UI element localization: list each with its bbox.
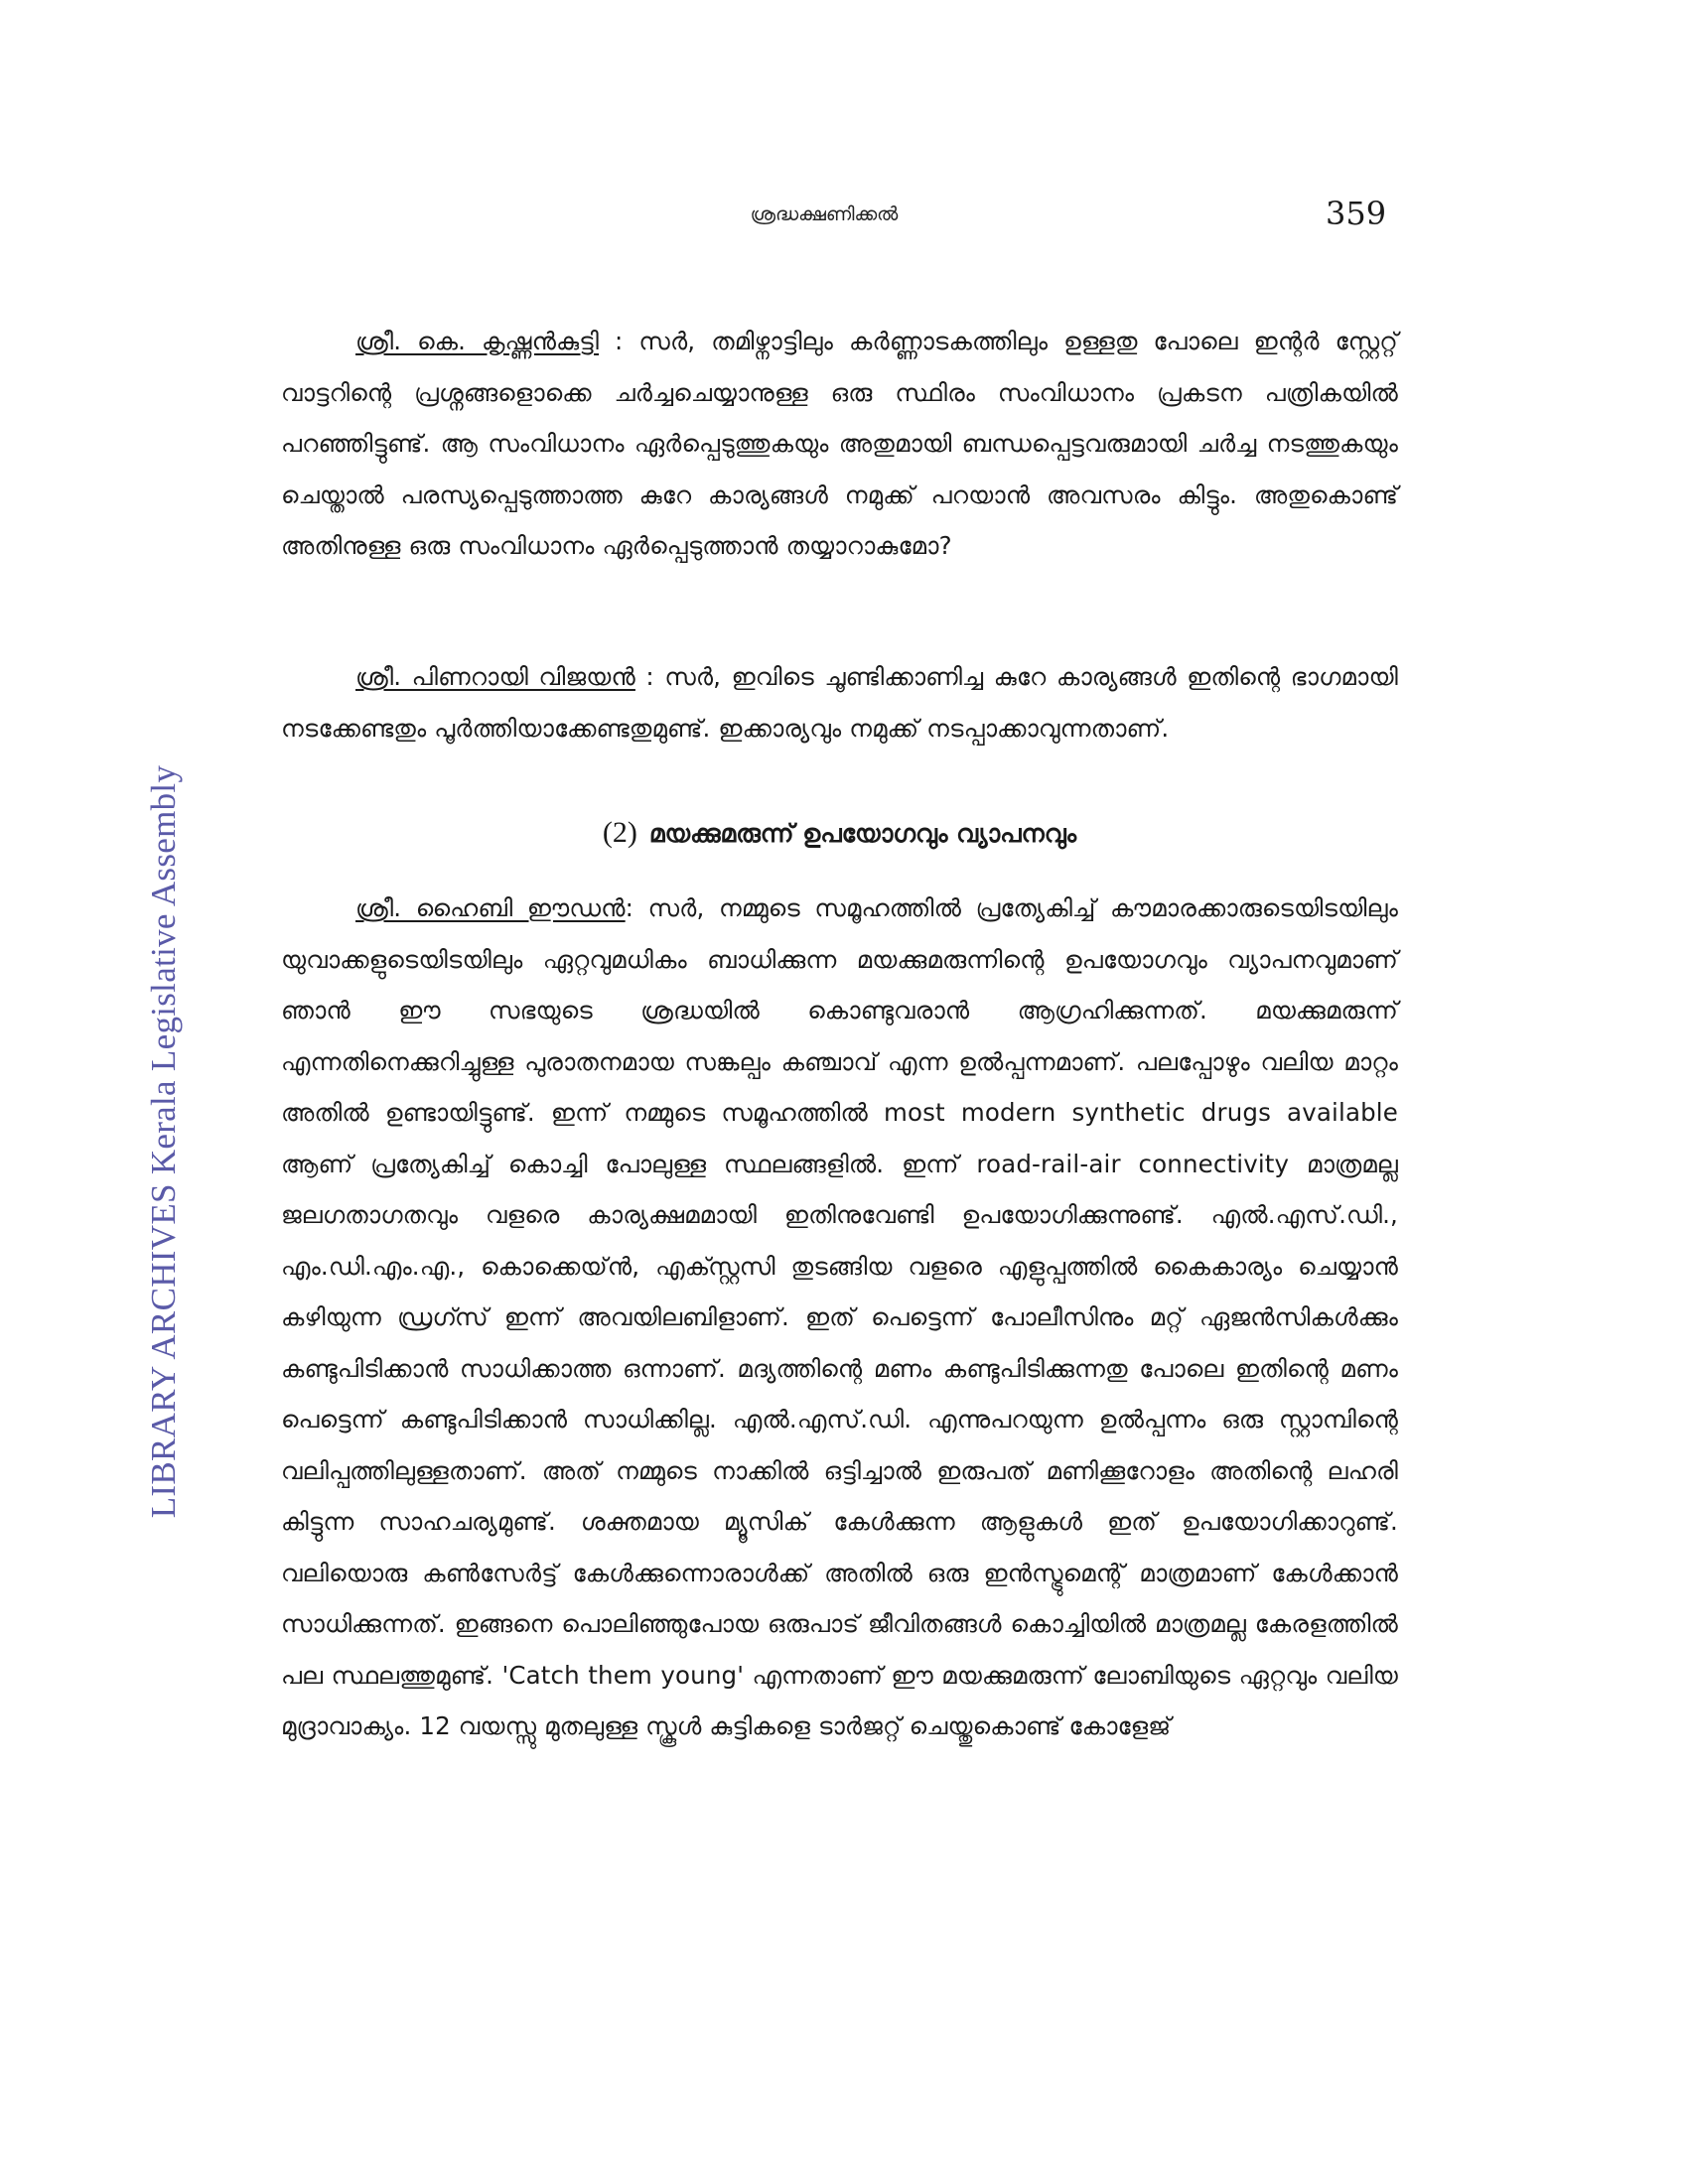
paragraph-text: : സർ, ഇവിടെ ചൂണ്ടിക്കാണിച്ച കുറേ കാര്യങ്ങൾ ഇതിന്റെ ഭാഗമായി നടക്കേണ്ടതും പൂർത്തിയാക്കേണ്ടതുമുണ്ട്. ഇക്കാര്യവും നമുക്ക് നടപ്പാക്കാവുന്നതാണ്. [281, 662, 1398, 743]
running-head: ശ്രദ്ധക്ഷണിക്കൽ [750, 204, 899, 225]
paragraph-hibi-eden [281, 883, 1398, 1752]
paragraph-text: : സർ, നമ്മുടെ സമൂഹത്തിൽ പ്രത്യേകിച്ച് കൗമാരക്കാരുടെയിടയിലും യുവാക്കളുടെയിടയിലും ഏറ്റവുമധികം ബാധിക്കുന്ന മയക്കുമരുന്നിന്റെ ഉപയോഗവും വ്യാപനവുമാണ് ഞാൻ ഈ സഭയുടെ ശ്രദ്ധയിൽ കൊണ്ടുവരാൻ ആഗ്രഹിക്കുന്നത്. മയക്കുമരുന്ന് എന്നതിനെക്കുറിച്ചുള്ള പുരാതനമായ സങ്കല്പം കഞ്ചാവ് എന്ന ഉൽപ്പന്നമാണ്. പലപ്പോഴും വലിയ മാറ്റം അതിൽ ഉണ്ടായിട്ടുണ്ട്. ഇന്ന് നമ്മുടെ സമൂഹത്തിൽ most modern synthetic drugs available ആണ് പ്രത്യേകിച്ച് കൊച്ചി പോലുള്ള സ്ഥലങ്ങളിൽ. ഇന്ന് road-rail-air connectivity മാത്രമല്ല ജലഗതാഗതവും വളരെ കാര്യക്ഷമമായി ഇതിനുവേണ്ടി ഉപയോഗിക്കുന്നുണ്ട്. എൽ.എസ്.ഡി., എം.ഡി.എം.എ., കൊക്കെയ്ൻ, എക്സ്റ്റസി തുടങ്ങിയ വളരെ എളുപ്പത്തിൽ കൈകാര്യം ചെയ്യാൻ കഴിയുന്ന ഡ്രഗ്സ് ഇന്ന് അവയിലബിളാണ്. ഇത് പെട്ടെന്ന് പോലീസിനും മറ്റ് ഏജൻസികൾക്കും കണ്ടുപിടിക്കാൻ സാധിക്കാത്ത ഒന്നാണ്. മദ്യത്തിന്റെ മണം കണ്ടുപിടിക്കുന്നതു പോലെ ഇതിന്റെ മണം പെട്ടെന്ന് കണ്ടുപിടിക്കാൻ സാധിക്കില്ല. എൽ.എസ്.ഡി. എന്നുപറയുന്ന ഉൽപ്പന്നം ഒരു സ്റ്റാമ്പിന്റെ വലിപ്പത്തിലുള്ളതാണ്. അത് നമ്മുടെ നാക്കിൽ ഒട്ടിച്ചാൽ ഇരുപത് മണിക്കൂറോളം അതിന്റെ ലഹരി കിട്ടുന്ന സാഹചര്യമുണ്ട്. ശക്തമായ മ്യൂസിക് കേൾക്കുന്ന ആളുകൾ ഇത് ഉപയോഗിക്കാറുണ്ട്. വലിയൊരു കൺസേർട്ട് കേൾക്കുന്നൊരാൾക്ക് അതിൽ ഒരു ഇൻസ്ട്രുമെന്റ് മാത്രമാണ് കേൾക്കാൻ സാധിക്കുന്നത്. ഇങ്ങനെ പൊലിഞ്ഞുപോയ ഒരുപാട് ജീവിതങ്ങൾ കൊച്ചിയിൽ മാത്രമല്ല കേരളത്തിൽ പല സ്ഥലത്തുമുണ്ട്. 'Catch them young' എന്നതാണ് ഈ മയക്കുമരുന്ന് ലോബിയുടെ ഏറ്റവും വലിയ മുദ്രാവാക്യം. 12 വയസ്സു മുതലുള്ള സ്കൂൾ കുട്ടികളെ ടാർജറ്റ് ചെയ്തുകൊണ്ട് കോളേജ് [281, 893, 1398, 1740]
archive-watermark: LIBRARY ARCHIVES Kerala Legislative Assembly [144, 764, 183, 1519]
paragraph-pinarayi [281, 651, 1398, 753]
paragraph-krishnankutty [281, 316, 1398, 572]
section-heading [281, 816, 1398, 850]
page-number: 359 [1326, 195, 1387, 232]
speaker-name: ശ്രീ. പിണറായി വിജയൻ [355, 662, 635, 691]
section-number: (2) [602, 816, 637, 849]
speaker-name: ശ്രീ. കെ. കൃഷ്ണൻകുട്ടി [355, 327, 600, 355]
speaker-name: ശ്രീ. ഹൈബി ഈഡൻ [355, 893, 626, 922]
section-title: മയക്കുമരുന്ന് ഉപയോഗവും വ്യാപനവും [648, 819, 1077, 848]
paragraph-text: : സർ, തമിഴ്നാട്ടിലും കർണ്ണാടകത്തിലും ഉള്ളതു പോലെ ഇന്റർ സ്റ്റേറ്റ് വാട്ടറിന്റെ പ്രശ്നങ്ങളൊക്കെ ചർച്ചചെയ്യാനുള്ള ഒരു സ്ഥിരം സംവിധാനം പ്രകടന പത്രികയിൽ പറഞ്ഞിട്ടുണ്ട്. ആ സംവിധാനം ഏർപ്പെടുത്തുകയും അതുമായി ബന്ധപ്പെട്ടവരുമായി ചർച്ച നടത്തുകയും ചെയ്താൽ പരസ്യപ്പെടുത്താത്ത കുറേ കാര്യങ്ങൾ നമുക്ക് പറയാൻ അവസരം കിട്ടും. അതുകൊണ്ട് അതിനുള്ള ഒരു സംവിധാനം ഏർപ്പെടുത്താൻ തയ്യാറാകുമോ? [281, 327, 1398, 560]
